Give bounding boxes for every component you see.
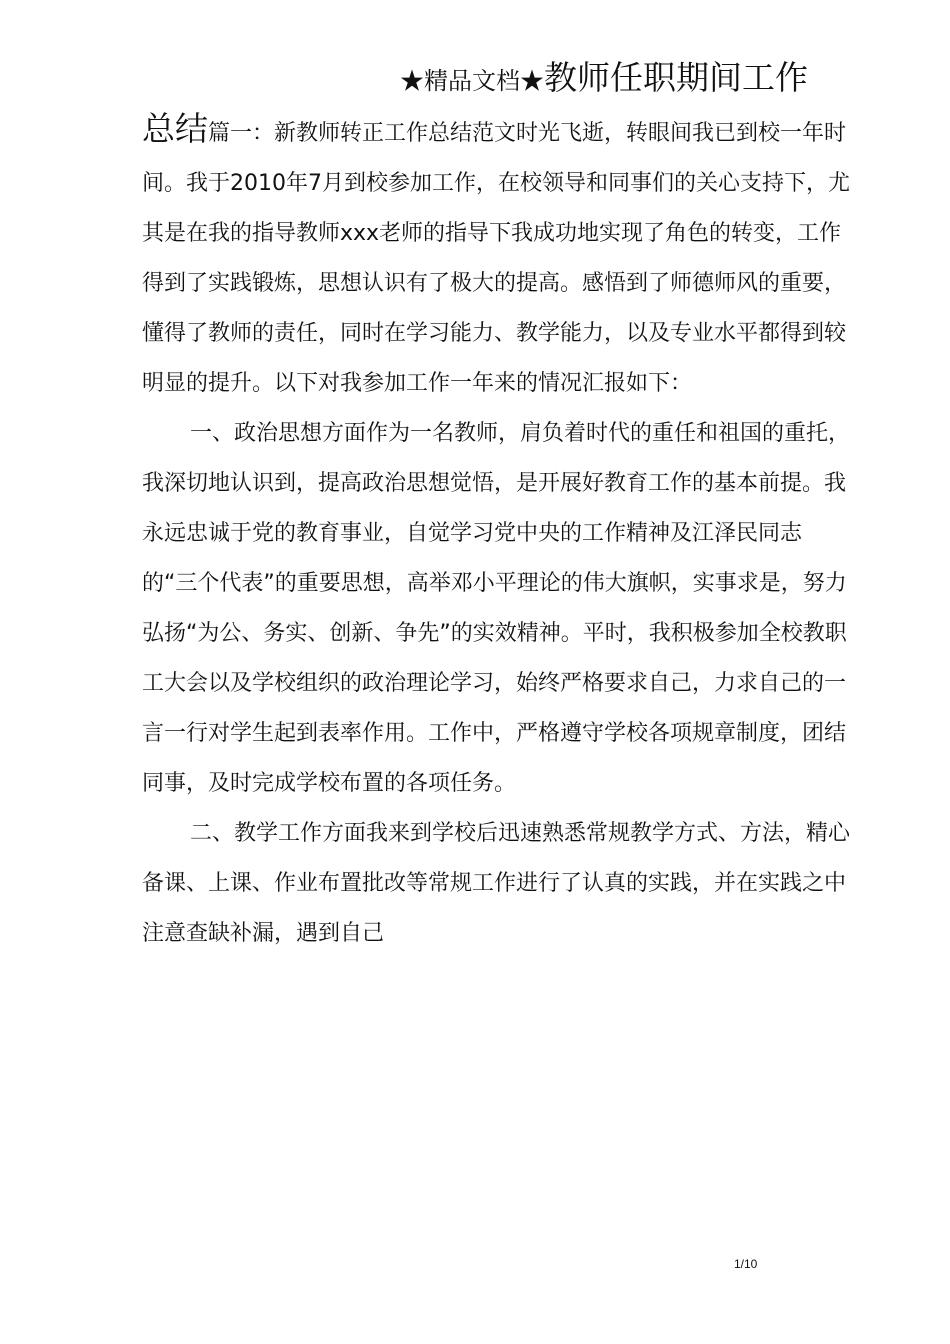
document-title <box>400 52 808 99</box>
paragraph-1 <box>142 104 854 409</box>
premium-badge: ★精品文档★ <box>400 67 544 95</box>
title-continuation: 总结 <box>142 109 208 148</box>
paragraph-3: 二、教学工作方面我来到学校后迅速熟悉常规教学方式、方法，精心备课、上课、作业布置批改等常规工作进行了认真的实践，并在实践之中注意查缺补漏，遇到自己 <box>142 821 851 946</box>
paragraph-1-text: 篇一：新教师转正工作总结范文时光飞逝，转眼间我已到校一年时间。我于2010年7月到校参加工作，在校领导和同事们的关心支持下，尤其是在我的指导教师xxx老师的指导下我成功地实现了角色的转变，工作得到了实践锻炼，思想认识有了极大的提高。感悟到了师德师风的重要，懂得了教师的责任，同时在学习能力、教学能力，以及专业水平都得到较明显的提升。以下对我参加工作一年来的情况汇报如下： <box>142 121 850 396</box>
page-number: 1/10 <box>734 1257 758 1271</box>
paragraph-2: 一、政治思想方面作为一名教师，肩负着时代的重任和祖国的重托，我深切地认识到，提高政治思想觉悟，是开展好教育工作的基本前提。我永远忠诚于党的教育事业，自觉学习党中央的工作精神及江泽民同志的“三个代表”的重要思想，高举邓小平理论的伟大旗帜，实事求是，努力弘扬“为公、务实、创新、争先”的实效精神。平时，我积极参加全校教职工大会以及学校组织的政治理论学习，始终严格要求自己，力求自己的一言一行对学生起到表率作用。工作中，严格遵守学校各项规章制度，团结同事，及时完成学校布置的各项任务。 <box>142 421 851 796</box>
title-text: 教师任职期间工作 <box>544 58 808 97</box>
document-body <box>142 104 854 959</box>
